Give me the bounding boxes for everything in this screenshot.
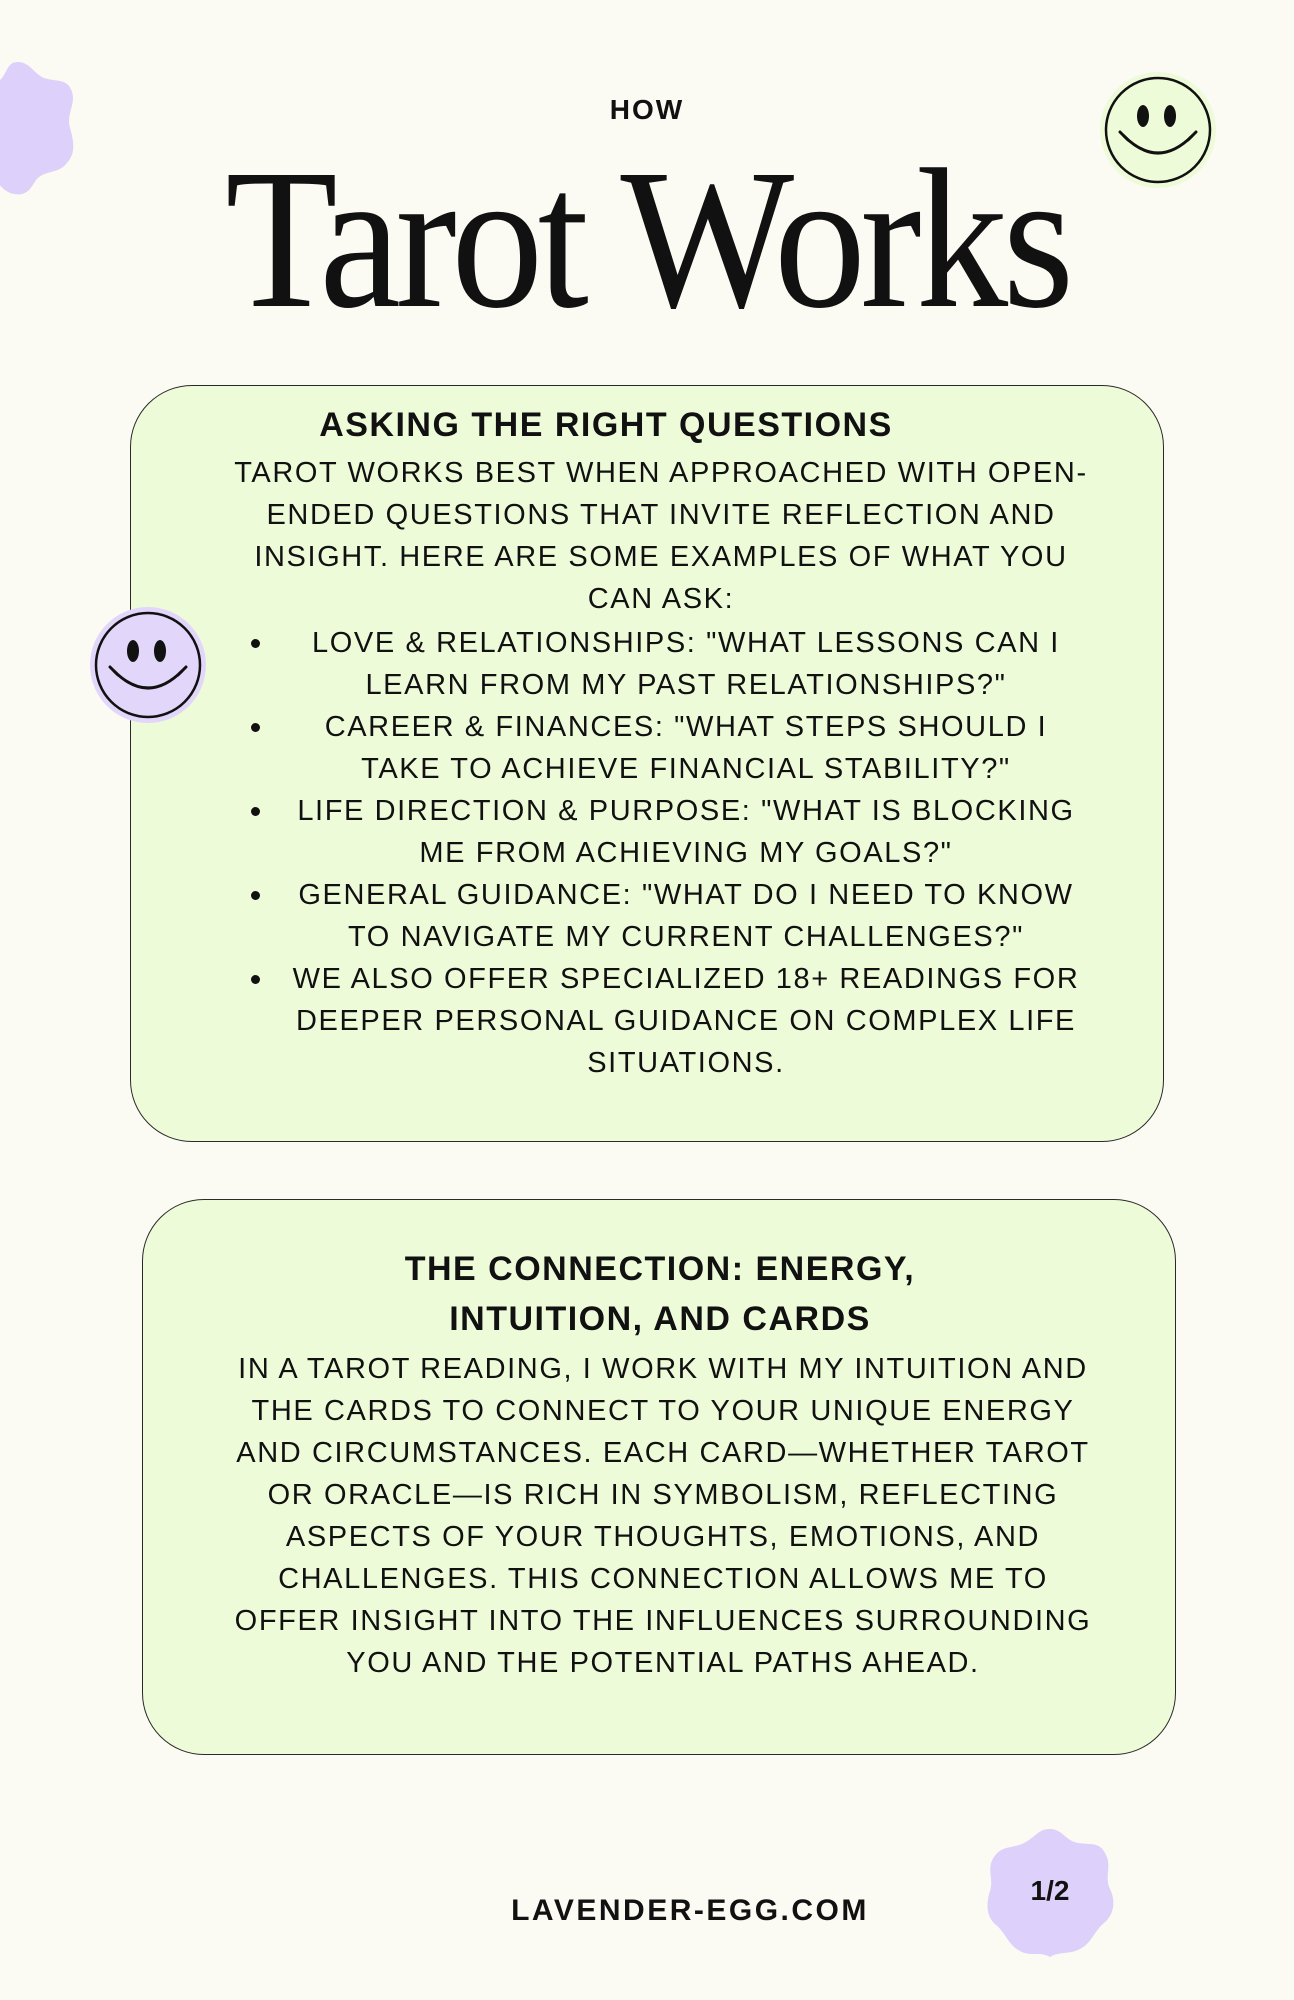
list-item-text: WE ALSO OFFER SPECIALIZED 18+ READINGS FOR DEEPER PERSONAL GUIDANCE ON COMPLEX LIFE SITUATIONS. [292, 963, 1080, 1079]
questions-card-heading: ASKING THE RIGHT QUESTIONS [319, 406, 893, 444]
bullet-dot [251, 639, 260, 648]
list-item [251, 958, 1091, 1084]
connection-card-heading [143, 1244, 1177, 1344]
list-item-text: GENERAL GUIDANCE: "WHAT DO I NEED TO KNOW TO NAVIGATE MY CURRENT CHALLENGES?" [298, 879, 1074, 953]
list-item [251, 706, 1091, 790]
list-item [251, 790, 1091, 874]
list-item-text: CAREER & FINANCES: "WHAT STEPS SHOULD I TAKE TO ACHIEVE FINANCIAL STABILITY?" [324, 711, 1048, 785]
list-item-text: LOVE & RELATIONSHIPS: "WHAT LESSONS CAN I LEARN FROM MY PAST RELATIONSHIPS?" [312, 627, 1060, 701]
connection-heading-line1: THE CONNECTION: ENERGY, [404, 1250, 916, 1288]
page-title: Tarot Works [225, 129, 1069, 350]
bullet-dot [251, 891, 260, 900]
bullet-dot [251, 807, 260, 816]
question-examples-list [251, 622, 1091, 1084]
kicker-label: HOW [609, 94, 685, 125]
connection-card [142, 1199, 1176, 1755]
page-number: 1/2 [1030, 1875, 1070, 1906]
list-item [251, 874, 1091, 958]
list-item-text: LIFE DIRECTION & PURPOSE: "WHAT IS BLOCKING ME FROM ACHIEVING MY GOALS?" [297, 795, 1075, 869]
smiley-face-icon [1098, 70, 1218, 190]
questions-card [130, 385, 1164, 1142]
bullet-dot [251, 975, 260, 984]
smiley-face-icon [88, 605, 208, 725]
footer-website-url[interactable]: LAVENDER-EGG.COM [511, 1894, 869, 1927]
bullet-dot [251, 723, 260, 732]
list-item [251, 622, 1091, 706]
connection-card-body: IN A TAROT READING, I WORK WITH MY INTUITION AND THE CARDS TO CONNECT TO YOUR UNIQUE ENERGY AND CIRCUMSTANCES. EACH CARD—WHETHER TAROT OR ORACLE—IS RICH IN SYMBOLISM, REFLECTING ASPECTS OF YOUR THOUGHTS, EMOTIONS, AND CHALLENGES. THIS CONNECTION ALLOWS ME TO OFFER INSIGHT INTO THE INFLUENCES SURROUNDING YOU AND THE POTENTIAL PATHS AHEAD. [234, 1353, 1092, 1679]
connection-heading-line2: INTUITION, AND CARDS [449, 1300, 871, 1338]
questions-card-intro: TAROT WORKS BEST WHEN APPROACHED WITH OPEN-ENDED QUESTIONS THAT INVITE REFLECTION AND INSIGHT. HERE ARE SOME EXAMPLES OF WHAT YOU CAN ASK: [234, 457, 1088, 615]
